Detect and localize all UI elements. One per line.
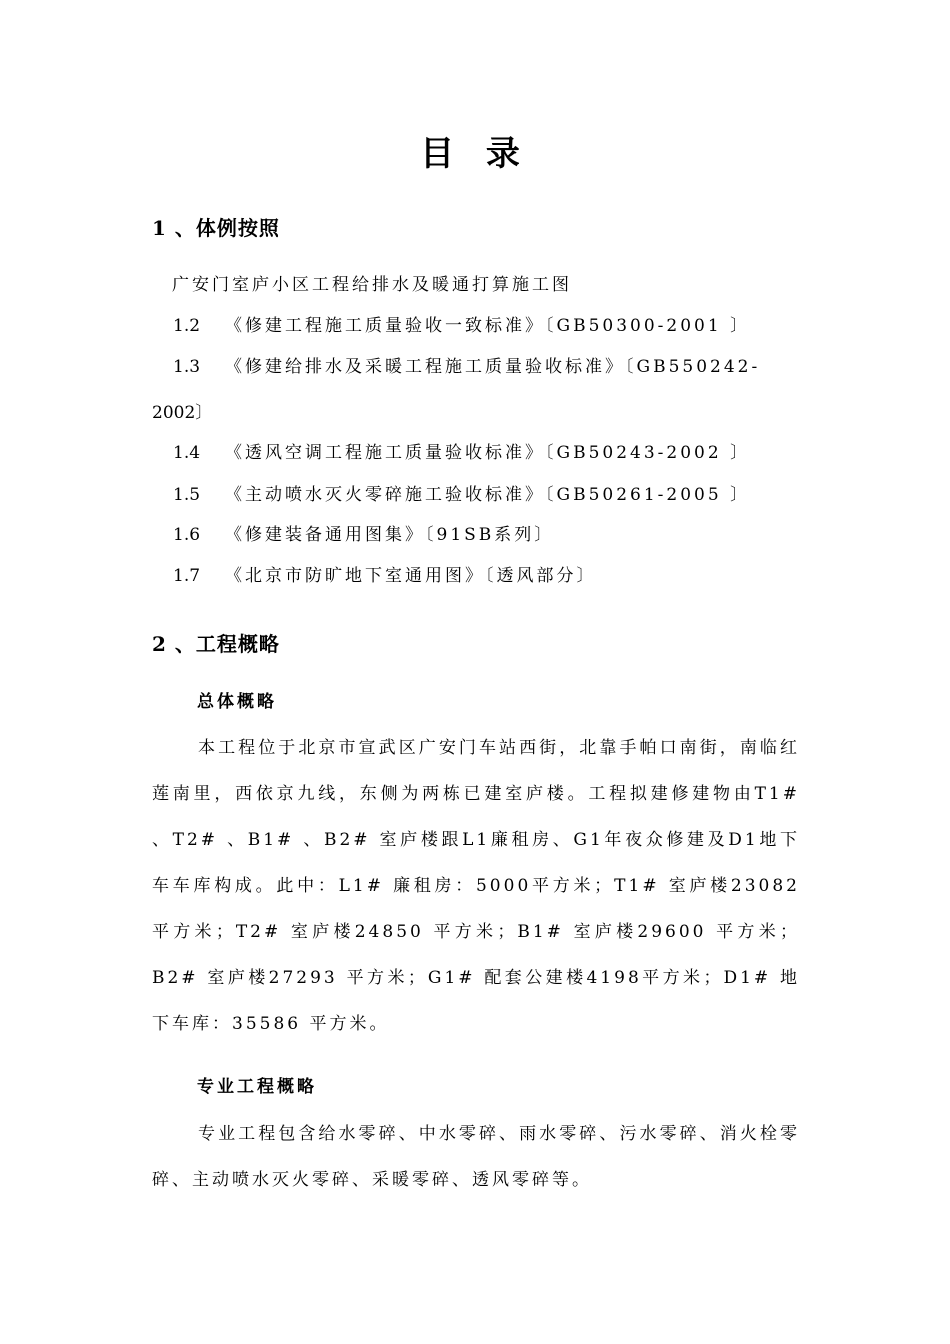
overview-paragraph: 本工程位于北京市宣武区广安门车站西街，北靠手帕口南街，南临红莲南里，西依京九线，东侧为两栋已建室庐楼。工程拟建修建物由T1# 、T2# 、B1# 、B2# 室庐楼跟L1廉租房、G1年夜众修建及D1地下车车库构成。此中：L1# 廉租房：5000平方米；T1# 室庐楼23082 平方米；T2# 室庐楼24850 平方米；B1# 室庐楼29600 平方米；B2# 室庐楼27293 平方米；G1# 配套公建楼4198平方米；D1# 地下车库：35586 平方米。: [152, 738, 800, 1034]
reference-item-continuation: [152, 398, 212, 423]
page-title: 目 录: [420, 134, 530, 174]
reference-number: 1.4: [173, 443, 201, 463]
reference-text: 2002〕: [152, 403, 213, 423]
reference-text: 《修建装备通用图集》〔91SB系列〕: [225, 525, 555, 545]
specialty-heading: 专业工程概略: [197, 1077, 317, 1097]
section2-heading: 2 、工程概略: [152, 632, 280, 656]
reference-item: [173, 480, 750, 505]
reference-number: 1.7: [173, 566, 201, 586]
reference-item: [173, 520, 554, 545]
reference-number: 1.2: [173, 316, 201, 336]
reference-item: [173, 561, 597, 586]
reference-item: [173, 352, 760, 377]
section1-intro: 广安门室庐小区工程给排水及暖通打算施工图: [172, 275, 572, 295]
reference-text: 《修建给排水及采暖工程施工质量验收标准》〔GB550242-: [225, 357, 761, 377]
reference-item: [173, 311, 750, 336]
reference-text: 《透风空调工程施工质量验收标准》〔GB50243-2002 〕: [225, 443, 751, 463]
reference-item: [173, 438, 750, 463]
section1-heading: 1 、体例按照: [152, 216, 280, 240]
reference-number: 1.5: [173, 485, 201, 505]
overview-heading: 总体概略: [197, 692, 277, 712]
reference-number: 1.3: [173, 357, 201, 377]
reference-text: 《修建工程施工质量验收一致标准》〔GB50300-2001 〕: [225, 316, 751, 336]
reference-number: 1.6: [173, 525, 201, 545]
specialty-paragraph: 专业工程包含给水零碎、中水零碎、雨水零碎、污水零碎、消火栓零碎、主动喷水灭火零碎、采暖零碎、透风零碎等。: [152, 1124, 800, 1190]
reference-text: 《主动喷水灭火零碎施工验收标准》〔GB50261-2005 〕: [225, 485, 751, 505]
reference-text: 《北京市防旷地下室通用图》〔透风部分〕: [225, 566, 597, 586]
